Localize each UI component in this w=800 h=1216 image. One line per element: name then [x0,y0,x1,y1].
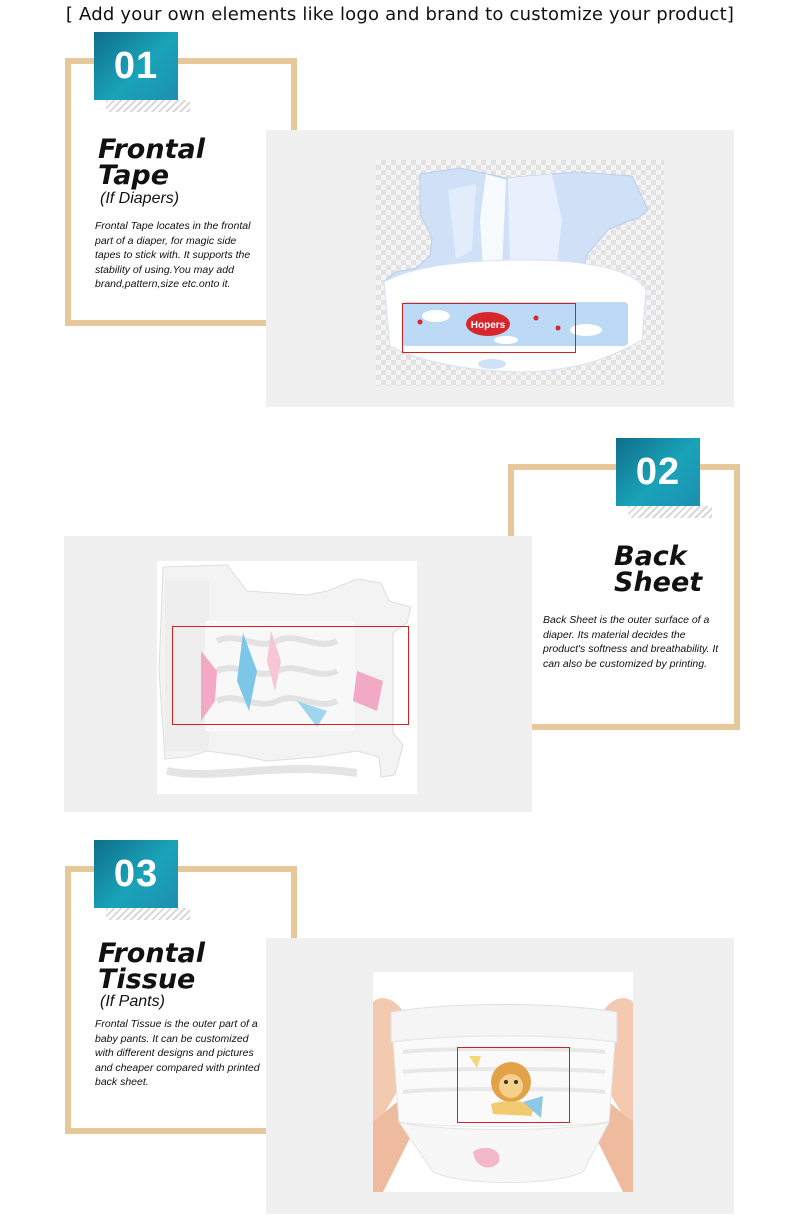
brand-logo: Hopers [470,320,506,331]
section-number-badge: 01 [94,32,178,100]
badge-hatch [106,908,190,920]
section-description: Frontal Tissue is the outer part of a baby pants. It can be customized with different designs and pictures and cheaper compared with printed back sheet. [95,1018,260,1089]
section-title-line1: Frontal [98,938,205,969]
section-description: Back Sheet is the outer surface of a diaper. Its material decides the product's softness and breathability. It can also be customized by printing. [543,614,719,670]
section-title-line2: Tissue [98,964,196,995]
badge-hatch [106,100,190,112]
section-number-badge: 02 [616,438,700,506]
section-title-line1: Frontal [98,134,205,165]
section-title-line1: Back [614,541,687,572]
section-subtitle: (If Diapers) [100,190,180,207]
page-banner: [ Add your own elements like logo and brand to customize your product] [65,4,735,25]
section-subtitle: (If Pants) [100,993,165,1010]
highlight-box [457,1047,570,1123]
section-title-line2: Sheet [614,567,703,598]
section-description: Frontal Tape locates in the frontal part of a diaper, for magic side tapes to stick with. It supports the stability of using.You may add brand,pattern,size etc.onto it. [95,220,251,291]
highlight-box [402,303,576,353]
section-title-line2: Tape [98,160,170,191]
section-number-badge: 03 [94,840,178,908]
highlight-box [172,626,409,725]
badge-hatch [628,506,712,518]
